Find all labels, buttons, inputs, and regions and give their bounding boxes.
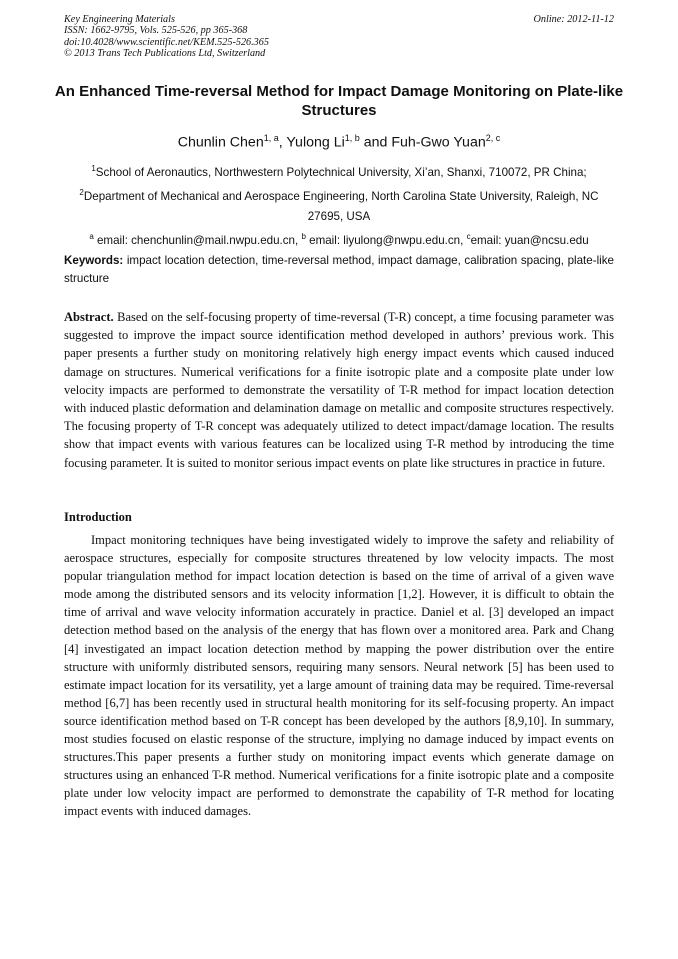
online-date: Online: 2012-11-12: [533, 14, 614, 25]
issn-line: ISSN: 1662-9795, Vols. 525-526, pp 365-368: [64, 25, 248, 37]
affiliation-text: School of Aeronautics, Northwestern Polytechnical University, Xi’an, Shanxi, 710072, PR China;: [95, 165, 587, 179]
keywords-label: Keywords:: [64, 254, 124, 267]
email-sup: a: [89, 231, 94, 241]
author-separator: ,: [278, 134, 287, 151]
section-heading-introduction: Introduction: [64, 510, 132, 524]
abstract-text: Based on the self-focusing property of time-reversal (T-R) concept, a time focusing parameter was suggested to improve the impact source identification method developed in authors’ previous work. This paper presents a further study on monitoring relatively high energy impact events which caused induced damage on structures. Numerical verifications for a finite isotropic plate and a composite plate under low velocity impacts are performed to demonstrate the versatility of T-R method for impact location detection with induced plastic deformation and delamination damage on metallic and composite structures respectively. The focusing property of T-R concept was adequately utilized to detect impact/damage location. The results show that impact events with various features can be localized using T-R method by introducing the time focusing parameter. It is suited to monitor serious impact events on plate like structures in practice in future.: [64, 310, 614, 470]
author-list: [40, 129, 638, 152]
author-sup: 1, a: [263, 133, 279, 143]
author-sup: 2, c: [485, 133, 501, 143]
affiliation-text: Department of Mechanical and Aerospace Engineering, North Carolina State University, Raleigh, NC 27695, USA: [83, 189, 599, 223]
abstract-label: Abstract.: [64, 310, 114, 324]
email-sup: b: [301, 231, 306, 241]
email-text: email: liyulong@nwpu.edu.cn,: [305, 233, 467, 247]
author-separator: and: [359, 134, 392, 151]
affiliation-sup: 1: [91, 164, 96, 173]
email-text: email: chenchunlin@mail.nwpu.edu.cn,: [93, 233, 302, 247]
affiliations: [64, 159, 614, 251]
keywords-text: impact location detection, time-reversal method, impact damage, calibration spacing, plate-like structure: [64, 254, 614, 285]
affiliation-1: [64, 159, 614, 183]
keywords: [64, 252, 614, 288]
author-name: Yulong Li: [286, 134, 345, 151]
author-name: Chunlin Chen: [177, 134, 264, 151]
email-text: email: yuan@ncsu.edu: [470, 233, 589, 247]
email-line: [64, 227, 614, 251]
copyright-line: © 2013 Trans Tech Publications Ltd, Switzerland: [64, 48, 266, 60]
affiliation-sup: 2: [79, 187, 84, 197]
author-name: Fuh-Gwo Yuan: [391, 134, 486, 151]
introduction-paragraph: Impact monitoring techniques have being investigated widely to improve the safety and reliability of aerospace structures, especially for composite structures threatened by low velocity impacts. The most popular triangulation method for impact location detection is based on the time of arrival of a given wave mode among the distributed sensors and its velocity information [1,2]. However, it is difficult to obtain the time of arrival and wave velocity information accurately in practice. Daniel et al. [3] developed an impact detection method based on the analysis of the energy that has flown over a monitored area. Park and Chang [4] investigated an impact location detection method by mapping the power distribution over the entire structure with uniformly distributed sensors, requiring many sensors. Neural network [5] has been used to estimate impact location for its versatility, yet a large amount of training data may be required. Time-reversal method [6,7] has been recently used in structural health monitoring for its self-focusing property. An impact source identification method based on T-R concept has been developed by the authors [8,9,10]. In summary, most studies focused on elastic response of the structure, implying no damage induced by impact events on structures.This paper presents a further study on monitoring impact events which generate damage on structures using an enhanced T-R method. Numerical verifications for a finite isotropic plate and a composite plate under low velocity impact are performed to demonstrate the capability of T-R method for locating impact events with induced damages.: [64, 533, 614, 819]
journal-name: Key Engineering Materials: [64, 14, 175, 25]
journal-header: [64, 14, 269, 60]
abstract: [64, 308, 614, 472]
email-sup: c: [466, 231, 471, 241]
paper-title: An Enhanced Time-reversal Method for Impact Damage Monitoring on Plate-like Structures: [54, 83, 624, 119]
doi-line: doi:10.4028/www.scientific.net/KEM.525-526.365: [64, 36, 269, 48]
author-sup: 1, b: [344, 133, 360, 143]
affiliation-2: [64, 183, 614, 227]
